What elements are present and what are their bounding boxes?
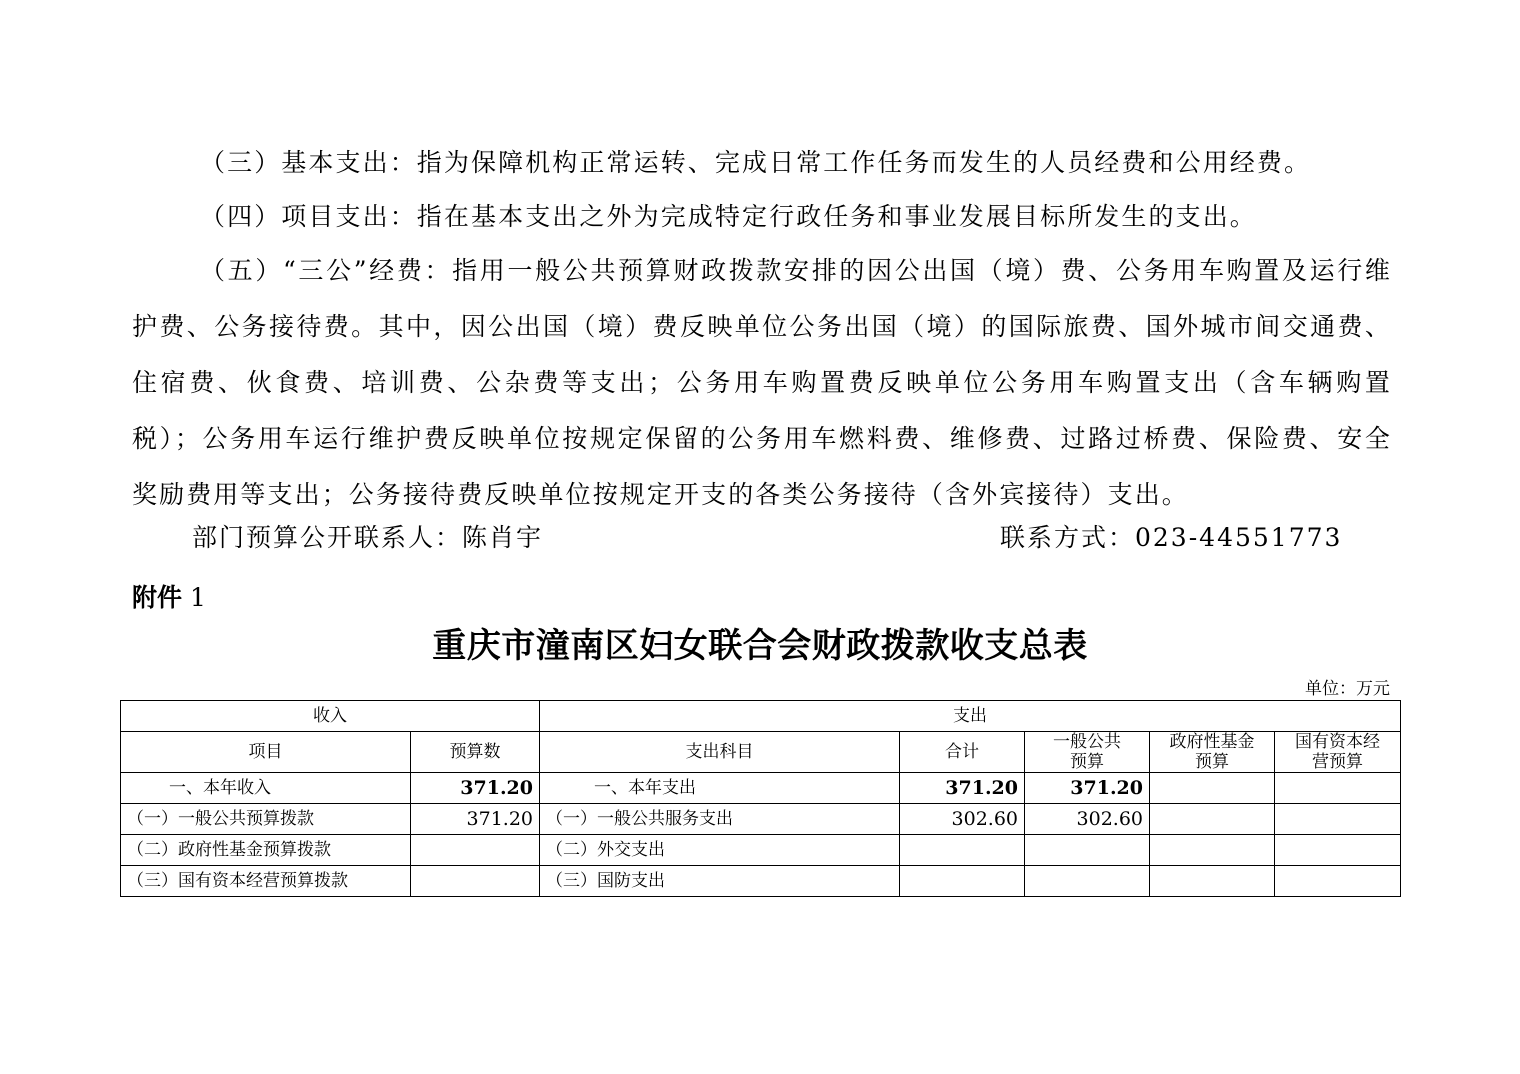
contact-phone: 联系方式：023-44551773 xyxy=(1000,523,1343,552)
expense-total xyxy=(900,866,1025,897)
col-header-fund: 政府性基金预算 xyxy=(1150,732,1275,773)
col-header-budget: 预算数 xyxy=(411,732,540,773)
table-column-header-row xyxy=(121,732,1401,773)
budget-table xyxy=(120,700,1401,897)
table-title: 重庆市潼南区妇女联合会财政拨款收支总表 xyxy=(432,626,1088,666)
expense-general: 302.60 xyxy=(1025,804,1150,835)
note-three-public-expenses: （五）“三公”经费：指用一般公共预算财政拨款安排的因公出国（境）费、公务用车购置及运行维护费、公务接待费。其中，因公出国（境）费反映单位公务出国（境）的国际旅费、国外城市间交通费、住宿费、伙食费、培训费、公杂费等支出；公务用车购置费反映单位公务用车购置支出（含车辆购置税）；公务用车运行维护费反映单位按规定保留的公务用车燃料费、维修费、过路过桥费、保险费、安全奖励费用等支出；公务接待费反映单位按规定开支的各类公务接待（含外宾接待）支出。 xyxy=(132,256,1392,509)
attachment-word: 附件 xyxy=(132,583,183,612)
expense-state xyxy=(1275,866,1401,897)
table-group-header-row xyxy=(121,701,1401,732)
expense-item: （二）外交支出 xyxy=(540,835,900,866)
table-row xyxy=(121,866,1401,897)
attachment-label xyxy=(132,578,206,614)
note-basic-expenditure: （三）基本支出：指为保障机构正常运转、完成日常工作任务而发生的人员经费和公用经费。 xyxy=(200,148,1312,177)
col-header-total: 合计 xyxy=(900,732,1025,773)
expense-total: 371.20 xyxy=(900,773,1025,804)
expense-state xyxy=(1275,773,1401,804)
table-row xyxy=(121,804,1401,835)
col-header-subject: 支出科目 xyxy=(540,732,900,773)
income-amount xyxy=(411,866,540,897)
note-project-expenditure: （四）项目支出：指在基本支出之外为完成特定行政任务和事业发展目标所发生的支出。 xyxy=(200,202,1257,231)
attachment-number: 1 xyxy=(189,583,206,612)
table-row xyxy=(121,835,1401,866)
income-amount xyxy=(411,835,540,866)
expense-general xyxy=(1025,835,1150,866)
expense-general: 371.20 xyxy=(1025,773,1150,804)
expense-total: 302.60 xyxy=(900,804,1025,835)
expense-fund xyxy=(1150,835,1275,866)
expense-state xyxy=(1275,835,1401,866)
table-row xyxy=(121,773,1401,804)
expense-group-header: 支出 xyxy=(540,701,1401,732)
income-item: （三）国有资本经营预算拨款 xyxy=(121,866,411,897)
income-group-header: 收入 xyxy=(121,701,540,732)
expense-item: （三）国防支出 xyxy=(540,866,900,897)
contact-person: 部门预算公开联系人：陈肖宇 xyxy=(192,523,544,552)
expense-item: 一、本年支出 xyxy=(540,773,900,804)
expense-fund xyxy=(1150,773,1275,804)
income-item: （二）政府性基金预算拨款 xyxy=(121,835,411,866)
col-header-state: 国有资本经营预算 xyxy=(1275,732,1401,773)
col-header-item: 项目 xyxy=(121,732,411,773)
income-item: （一）一般公共预算拨款 xyxy=(121,804,411,835)
expense-fund xyxy=(1150,804,1275,835)
income-amount: 371.20 xyxy=(411,773,540,804)
col-header-general: 一般公共预算 xyxy=(1025,732,1150,773)
table-unit: 单位：万元 xyxy=(1305,679,1390,699)
expense-item: （一）一般公共服务支出 xyxy=(540,804,900,835)
expense-fund xyxy=(1150,866,1275,897)
expense-total xyxy=(900,835,1025,866)
income-item: 一、本年收入 xyxy=(121,773,411,804)
expense-state xyxy=(1275,804,1401,835)
expense-general xyxy=(1025,866,1150,897)
income-amount: 371.20 xyxy=(411,804,540,835)
